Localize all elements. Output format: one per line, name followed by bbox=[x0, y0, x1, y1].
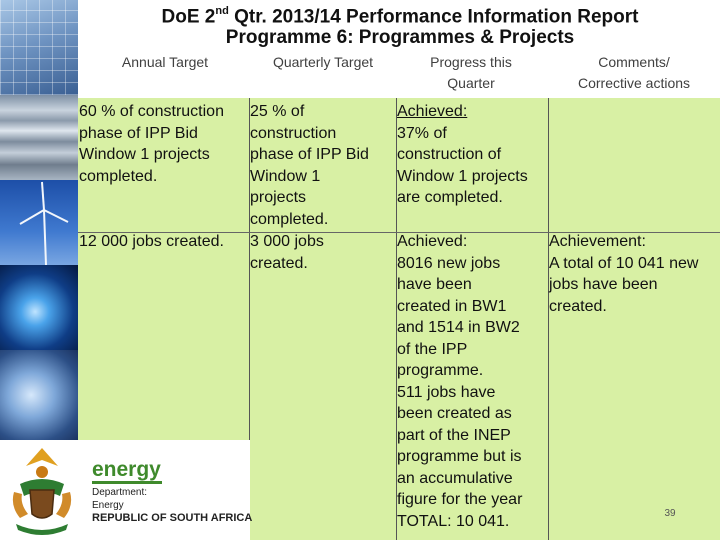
quarterly-target-cell: 3 000 jobs created. bbox=[250, 233, 324, 272]
page-subtitle: Programme 6: Programmes & Projects bbox=[225, 27, 575, 48]
column-header-annual-target: Annual Target bbox=[121, 54, 209, 70]
light-tubes-photo bbox=[0, 350, 78, 440]
achieved-label: Achieved: bbox=[397, 103, 468, 120]
column-divider bbox=[548, 98, 549, 540]
wind-turbine-photo bbox=[0, 180, 78, 265]
quarterly-target-cell: 25 % of construction phase of IPP Bid Window 1 projects completed. bbox=[250, 103, 369, 228]
logo-department-label: Department: bbox=[92, 487, 148, 498]
column-header-progress: Progress this Quarter bbox=[430, 54, 512, 91]
column-header-quarterly-target: Quarterly Target bbox=[272, 54, 374, 70]
solar-panel-photo bbox=[0, 0, 78, 95]
annual-target-cell: 12 000 jobs created. bbox=[79, 233, 224, 250]
achieved-label: Achieved: bbox=[397, 233, 468, 250]
comments-text: A total of 10 041 new jobs have been created. bbox=[549, 254, 699, 315]
energy-logo-text: energy bbox=[92, 458, 161, 481]
comments-cell bbox=[549, 231, 720, 317]
progress-text: 37% of construction of Window 1 projects are completed. bbox=[397, 124, 528, 206]
page-number: 39 bbox=[664, 508, 676, 519]
logo-underline bbox=[92, 481, 162, 484]
coat-of-arms-icon bbox=[6, 444, 78, 536]
progress-cell bbox=[397, 101, 547, 209]
annual-target-cell: 60 % of construction phase of IPP Bid Window 1 projects completed. bbox=[79, 103, 224, 185]
progress-cell bbox=[397, 231, 547, 532]
achievement-label: Achievement: bbox=[549, 233, 646, 250]
blue-flame-photo bbox=[0, 265, 78, 350]
page-title: DoE 2nd Qtr. 2013/14 Performance Information Report bbox=[161, 5, 639, 28]
photo-strip bbox=[0, 0, 78, 440]
logo-country: REPUBLIC OF SOUTH AFRICA bbox=[92, 512, 253, 524]
logo-department-name: Energy bbox=[92, 500, 124, 511]
progress-text: 8016 new jobs have been created in BW1 and 1514 in BW2 of the IPP programme. 511 jobs have been created as part of the INEP programme but is an accumulative figure for the year TOTAL: 10 041. bbox=[397, 254, 523, 530]
pipeline-photo bbox=[0, 95, 78, 180]
wind-turbine-icon bbox=[0, 180, 78, 265]
column-header-comments: Comments/ Corrective actions bbox=[577, 54, 691, 91]
